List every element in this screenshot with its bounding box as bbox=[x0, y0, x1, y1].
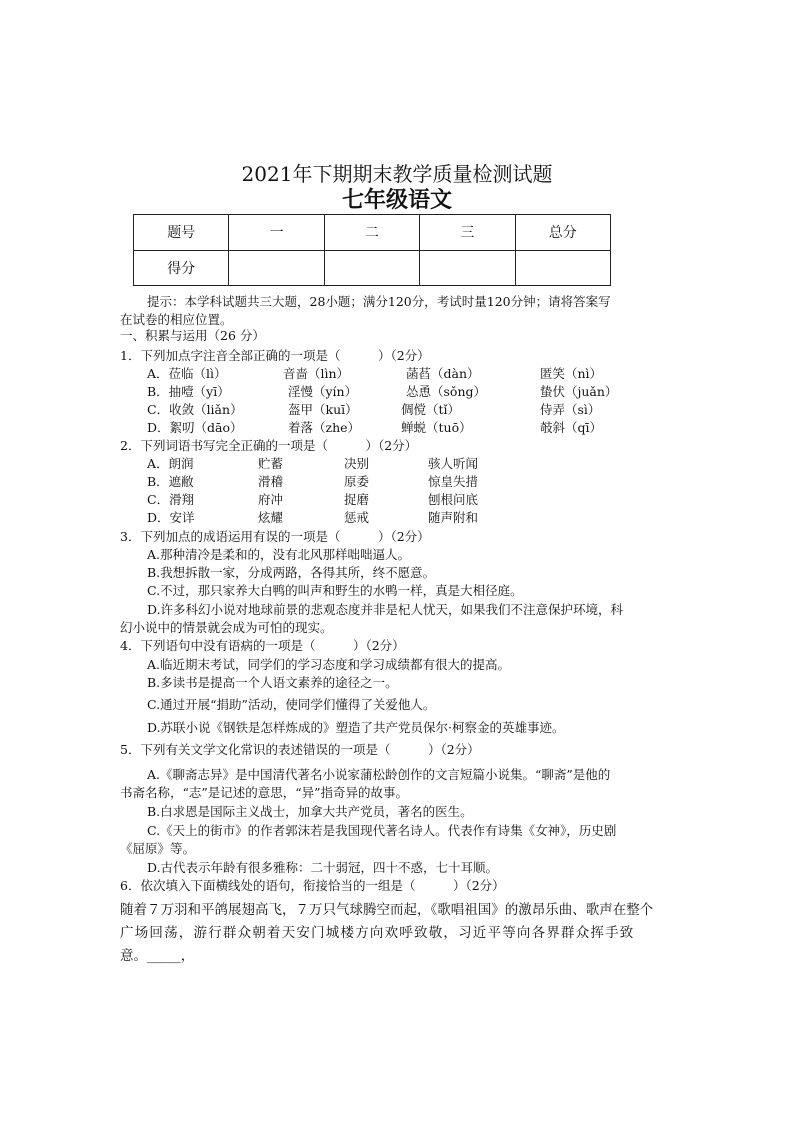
question-2-option-b bbox=[0, 472, 794, 490]
question-1-option-c bbox=[0, 400, 794, 418]
question-3-option-b: B.我想拆散一家，分成两路，各得其所，终不愿意。 bbox=[147, 565, 436, 580]
score-header-cell: 总分 bbox=[515, 215, 610, 251]
option-cell: 炫耀 bbox=[258, 510, 284, 525]
question-4-option-d: D.苏联小说《钢铁是怎样炼成的》塑造了共产党员保尔·柯察金的英雄事迹。 bbox=[147, 720, 565, 735]
option-cell: D．安详 bbox=[147, 510, 195, 525]
question-3-option-c: C.不过，那只家养大白鸭的叫声和野生的水鸭一样，真是大相径庭。 bbox=[147, 583, 523, 598]
question-4-option-b: B.多读书是提高一个人语文素养的途径之一。 bbox=[147, 675, 398, 690]
question-4-stem: 4．下列语句中没有语病的一项是（ ）（2分） bbox=[120, 638, 405, 653]
option-cell: 音啬（lìn） bbox=[283, 366, 350, 381]
question-2-option-d bbox=[0, 508, 794, 526]
option-cell: 蝉蜕（tuō） bbox=[401, 420, 472, 435]
option-cell: 怂恿（sǒng） bbox=[406, 384, 486, 399]
question-6-passage-line2: 广场回荡，游行群众朝着天安门城楼方向欢呼致敬，习近平等向各界群众挥手致 bbox=[120, 925, 635, 941]
option-cell: 淫慢（yín） bbox=[288, 384, 358, 399]
question-6-passage-line3: 意。_____， bbox=[120, 948, 195, 964]
option-cell: 捉磨 bbox=[344, 492, 370, 507]
question-1-option-d bbox=[0, 418, 794, 436]
score-header-cell: 三 bbox=[420, 215, 515, 251]
option-cell: 滑稽 bbox=[258, 474, 284, 489]
option-cell: 倜傥（tǐ） bbox=[401, 402, 461, 417]
option-cell: 刨根问底 bbox=[428, 492, 479, 507]
question-4-option-c: C.通过开展“捐助”活动，使同学们懂得了关爱他人。 bbox=[147, 697, 436, 712]
question-3-option-d-line2: 幻小说中的情景就会成为可怕的现实。 bbox=[120, 620, 333, 635]
score-cell[interactable] bbox=[420, 250, 515, 286]
notice-line-1: 提示：本学科试题共三大题，28小题；满分120分，考试时量120分钟；请将答案写 bbox=[147, 294, 611, 309]
score-cell[interactable] bbox=[515, 250, 610, 286]
question-5-stem: 5．下列有关文学文化常识的表述错误的一项是（ ）（2分） bbox=[120, 742, 480, 757]
score-table-score-row bbox=[134, 250, 611, 286]
option-cell: C．滑翔 bbox=[147, 492, 195, 507]
option-cell: 蛰伏（juǎn） bbox=[540, 384, 618, 399]
option-cell: A．莅临（lì） bbox=[147, 366, 227, 381]
score-cell[interactable] bbox=[229, 250, 324, 286]
option-cell: 贮蓄 bbox=[258, 456, 284, 471]
option-cell: 菡萏（dàn） bbox=[406, 366, 480, 381]
question-4-option-a: A.临近期末考试，同学们的学习态度和学习成绩都有很大的提高。 bbox=[147, 657, 511, 672]
score-header-cell: 一 bbox=[229, 215, 324, 251]
option-cell: 府冲 bbox=[258, 492, 284, 507]
question-5-option-b: B.白求恩是国际主义战士，加拿大共产党员，著名的医生。 bbox=[147, 804, 473, 819]
score-table bbox=[133, 214, 611, 286]
question-6-passage-line1: 随着７万羽和平鸽展翅高飞，７万只气球腾空而起，《歌唱祖国》的激昂乐曲、歌声在整个 bbox=[120, 902, 654, 918]
question-2-option-c bbox=[0, 490, 794, 508]
question-3-option-a: A.那种清冷是柔和的，没有北风那样咄咄逼人。 bbox=[147, 547, 411, 562]
question-2-stem: 2．下列词语书写完全正确的一项是（ ）（2分） bbox=[120, 438, 418, 453]
section-heading: 一、积累与运用（26 分） bbox=[120, 328, 265, 343]
option-cell: 攲斜（qī） bbox=[540, 420, 602, 435]
option-cell: A．朗润 bbox=[147, 456, 194, 471]
option-cell: 着落（zhe） bbox=[288, 420, 361, 435]
question-1-option-a bbox=[0, 364, 794, 382]
option-cell: 惊皇失措 bbox=[428, 474, 479, 489]
option-cell: B．遮敝 bbox=[147, 474, 194, 489]
question-5-option-a-line1: A.《聊斋志异》是中国清代著名小说家蒲松龄创作的文言短篇小说集。“聊斋”是他的 bbox=[147, 767, 611, 782]
score-table-header-row bbox=[134, 215, 611, 251]
option-cell: 随声附和 bbox=[428, 510, 479, 525]
question-5-option-c-line1: C.《天上的街市》的作者郭沫若是我国现代著名诗人。代表作有诗集《女神》，历史剧 bbox=[147, 823, 617, 838]
score-header-cell: 二 bbox=[324, 215, 419, 251]
question-3-stem: 3．下列加点的成语运用有误的一项是（ ）（2分） bbox=[120, 529, 430, 544]
question-1-option-b bbox=[0, 382, 794, 400]
exam-subtitle: 七年级语文 bbox=[341, 187, 452, 213]
notice-line-2: 在试卷的相应位置。 bbox=[120, 312, 233, 327]
option-cell: 惩戒 bbox=[344, 510, 370, 525]
question-5-option-d: D.古代表示年龄有很多雅称：二十弱冠，四十不惑，七十耳顺。 bbox=[147, 860, 499, 875]
option-cell: 决别 bbox=[344, 456, 370, 471]
option-cell: 原委 bbox=[344, 474, 370, 489]
question-5-option-c-line2: 《屈原》等。 bbox=[120, 841, 196, 856]
option-cell: 盔甲（kuī） bbox=[288, 402, 358, 417]
exam-title: 2021年下期期末教学质量检测试题 bbox=[241, 162, 553, 186]
question-6-stem: 6．依次填入下面横线处的语句，衔接恰当的一组是（ ）（2分） bbox=[120, 878, 505, 893]
score-header-cell: 题号 bbox=[134, 215, 229, 251]
option-cell: 侍弄（sì） bbox=[540, 402, 601, 417]
option-cell: B．抽噎（yī） bbox=[147, 384, 230, 399]
option-cell: 匿笑（nì） bbox=[540, 366, 603, 381]
question-5-option-a-line2: 书斋名称，“志”是记述的意思，“异”指奇异的故事。 bbox=[120, 785, 409, 800]
option-cell: C．收敛（liǎn） bbox=[147, 402, 243, 417]
score-cell[interactable] bbox=[324, 250, 419, 286]
option-cell: 骇人听闻 bbox=[428, 456, 479, 471]
question-3-option-d-line1: D.许多科幻小说对地球前景的悲观态度并非是杞人忧天，如果我们不注意保护环境，科 bbox=[147, 602, 624, 617]
score-row-label: 得分 bbox=[134, 250, 229, 286]
question-1-stem: 1．下列加点字注音全部正确的一项是（ ）（2分） bbox=[120, 348, 430, 363]
option-cell: D．絮叨（dāo） bbox=[147, 420, 243, 435]
question-2-option-a bbox=[0, 454, 794, 472]
